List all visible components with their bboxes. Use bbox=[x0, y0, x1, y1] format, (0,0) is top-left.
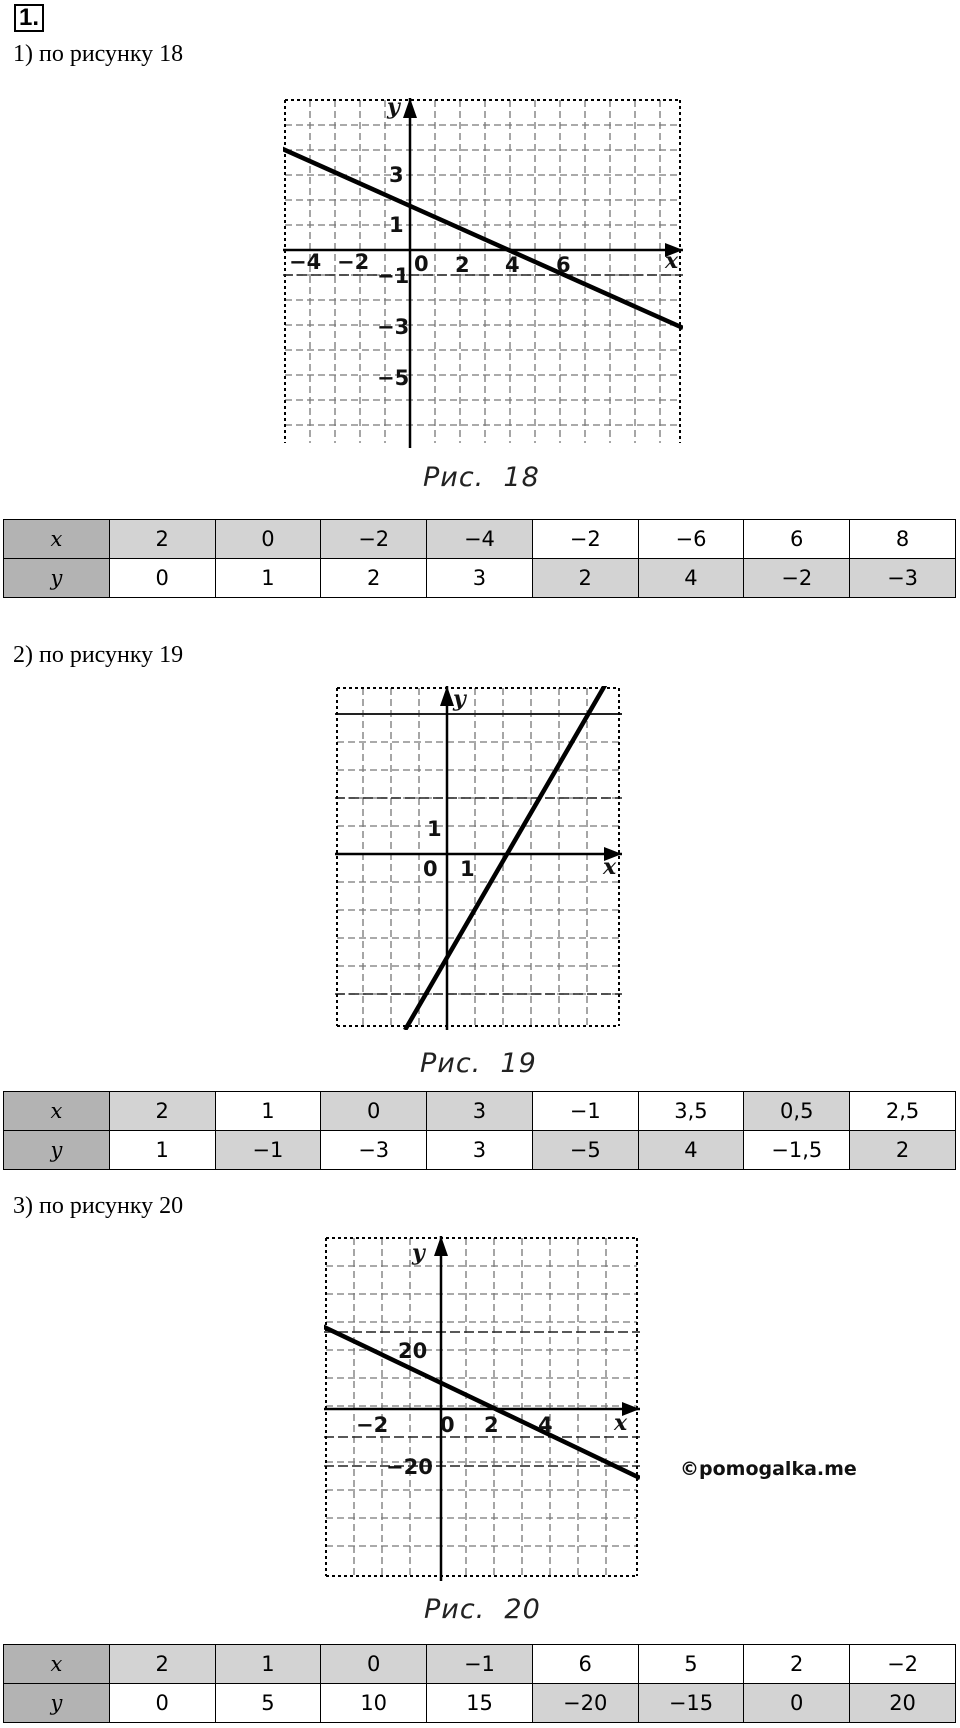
x-cell: 6 bbox=[532, 1645, 638, 1684]
x-cell: 3 bbox=[427, 1092, 533, 1131]
y-cell: 2 bbox=[321, 559, 427, 598]
x-cell: 6 bbox=[744, 520, 850, 559]
x-tick: −2 bbox=[356, 1413, 389, 1437]
y-header: y bbox=[4, 559, 110, 598]
y-axis-label: y bbox=[453, 686, 466, 712]
y-tick: −1 bbox=[377, 264, 410, 288]
section-1-title: 1) по рисунку 18 bbox=[13, 41, 184, 67]
table-row-x bbox=[4, 1092, 956, 1131]
table-row-y bbox=[4, 1684, 956, 1723]
x-cell: 0,5 bbox=[744, 1092, 850, 1131]
y-cell: −2 bbox=[744, 559, 850, 598]
x-tick: −4 bbox=[289, 250, 322, 274]
x-tick: −2 bbox=[337, 250, 370, 274]
x-cell: 5 bbox=[638, 1645, 744, 1684]
x-axis-label: x bbox=[603, 854, 617, 880]
y-cell: −1,5 bbox=[744, 1131, 850, 1170]
y-header: y bbox=[4, 1684, 110, 1723]
figure-19 bbox=[335, 686, 622, 1030]
figure-18 bbox=[283, 98, 683, 448]
y-tick: −3 bbox=[377, 315, 410, 339]
x-tick: 1 bbox=[460, 857, 475, 881]
x-cell: 1 bbox=[215, 1645, 321, 1684]
y-cell: −15 bbox=[638, 1684, 744, 1723]
x-axis-label: x bbox=[614, 1410, 628, 1436]
y-cell: 0 bbox=[744, 1684, 850, 1723]
x-tick: 0 bbox=[423, 857, 438, 881]
y-cell: 4 bbox=[638, 559, 744, 598]
y-cell: 20 bbox=[850, 1684, 956, 1723]
graph-line-18 bbox=[283, 146, 683, 328]
y-cell: 3 bbox=[427, 1131, 533, 1170]
x-cell: 2 bbox=[109, 1645, 215, 1684]
y-tick: −5 bbox=[377, 366, 410, 390]
y-cell: 2 bbox=[850, 1131, 956, 1170]
y-tick: 1 bbox=[427, 817, 442, 841]
x-tick: 4 bbox=[538, 1413, 553, 1437]
x-header: x bbox=[4, 1092, 110, 1131]
x-cell: −2 bbox=[850, 1645, 956, 1684]
section-3-title: 3) по рисунку 20 bbox=[13, 1193, 184, 1219]
watermark: ©pomogalka.me bbox=[680, 1458, 857, 1480]
y-cell: 0 bbox=[109, 1684, 215, 1723]
y-cell: 1 bbox=[215, 559, 321, 598]
x-cell: −6 bbox=[638, 520, 744, 559]
x-cell: 0 bbox=[215, 520, 321, 559]
x-cell: 2,5 bbox=[850, 1092, 956, 1131]
task-number: 1. bbox=[14, 4, 44, 32]
x-cell: 8 bbox=[850, 520, 956, 559]
y-cell: 2 bbox=[532, 559, 638, 598]
x-tick: 2 bbox=[484, 1413, 499, 1437]
x-tick: 2 bbox=[455, 253, 470, 277]
x-cell: −4 bbox=[427, 520, 533, 559]
figure-20 bbox=[324, 1236, 640, 1581]
x-tick: 0 bbox=[440, 1413, 455, 1437]
values-table-2 bbox=[3, 1091, 956, 1170]
y-cell: −3 bbox=[850, 559, 956, 598]
x-cell: 2 bbox=[744, 1645, 850, 1684]
section-2-title: 2) по рисунку 19 bbox=[13, 642, 184, 668]
y-header: y bbox=[4, 1131, 110, 1170]
x-cell: −1 bbox=[427, 1645, 533, 1684]
x-tick: 0 bbox=[414, 252, 429, 276]
y-cell: −20 bbox=[532, 1684, 638, 1723]
y-cell: 5 bbox=[215, 1684, 321, 1723]
x-tick: 4 bbox=[505, 253, 520, 277]
table-row-x bbox=[4, 520, 956, 559]
values-table-1 bbox=[3, 519, 956, 598]
x-cell: 0 bbox=[321, 1092, 427, 1131]
x-cell: −2 bbox=[321, 520, 427, 559]
y-cell: 1 bbox=[109, 1131, 215, 1170]
table-row-y bbox=[4, 1131, 956, 1170]
table-row-y bbox=[4, 559, 956, 598]
x-cell: 1 bbox=[215, 1092, 321, 1131]
graph-line-20 bbox=[324, 1326, 640, 1478]
y-tick: 20 bbox=[398, 1339, 428, 1363]
figure-18-caption: Рис. 18 bbox=[423, 462, 540, 493]
y-cell: −3 bbox=[321, 1131, 427, 1170]
x-cell: 2 bbox=[109, 1092, 215, 1131]
x-cell: 0 bbox=[321, 1645, 427, 1684]
y-cell: 0 bbox=[109, 559, 215, 598]
y-axis-label: y bbox=[387, 98, 400, 120]
values-table-3 bbox=[3, 1644, 956, 1723]
y-cell: 15 bbox=[427, 1684, 533, 1723]
y-axis-label: y bbox=[412, 1240, 425, 1266]
x-header: x bbox=[4, 520, 110, 559]
x-axis-label: x bbox=[665, 248, 679, 274]
y-cell: −1 bbox=[215, 1131, 321, 1170]
figure-20-caption: Рис. 20 bbox=[424, 1594, 541, 1625]
figure-19-caption: Рис. 19 bbox=[420, 1048, 537, 1079]
x-tick: 6 bbox=[556, 253, 571, 277]
y-cell: 10 bbox=[321, 1684, 427, 1723]
x-header: x bbox=[4, 1645, 110, 1684]
y-tick: 3 bbox=[389, 163, 404, 187]
y-cell: 4 bbox=[638, 1131, 744, 1170]
x-cell: −2 bbox=[532, 520, 638, 559]
y-tick: 1 bbox=[389, 213, 404, 237]
x-cell: 2 bbox=[109, 520, 215, 559]
y-tick: −20 bbox=[386, 1455, 433, 1479]
x-cell: −1 bbox=[532, 1092, 638, 1131]
table-row-x bbox=[4, 1645, 956, 1684]
x-cell: 3,5 bbox=[638, 1092, 744, 1131]
y-cell: −5 bbox=[532, 1131, 638, 1170]
y-cell: 3 bbox=[427, 559, 533, 598]
